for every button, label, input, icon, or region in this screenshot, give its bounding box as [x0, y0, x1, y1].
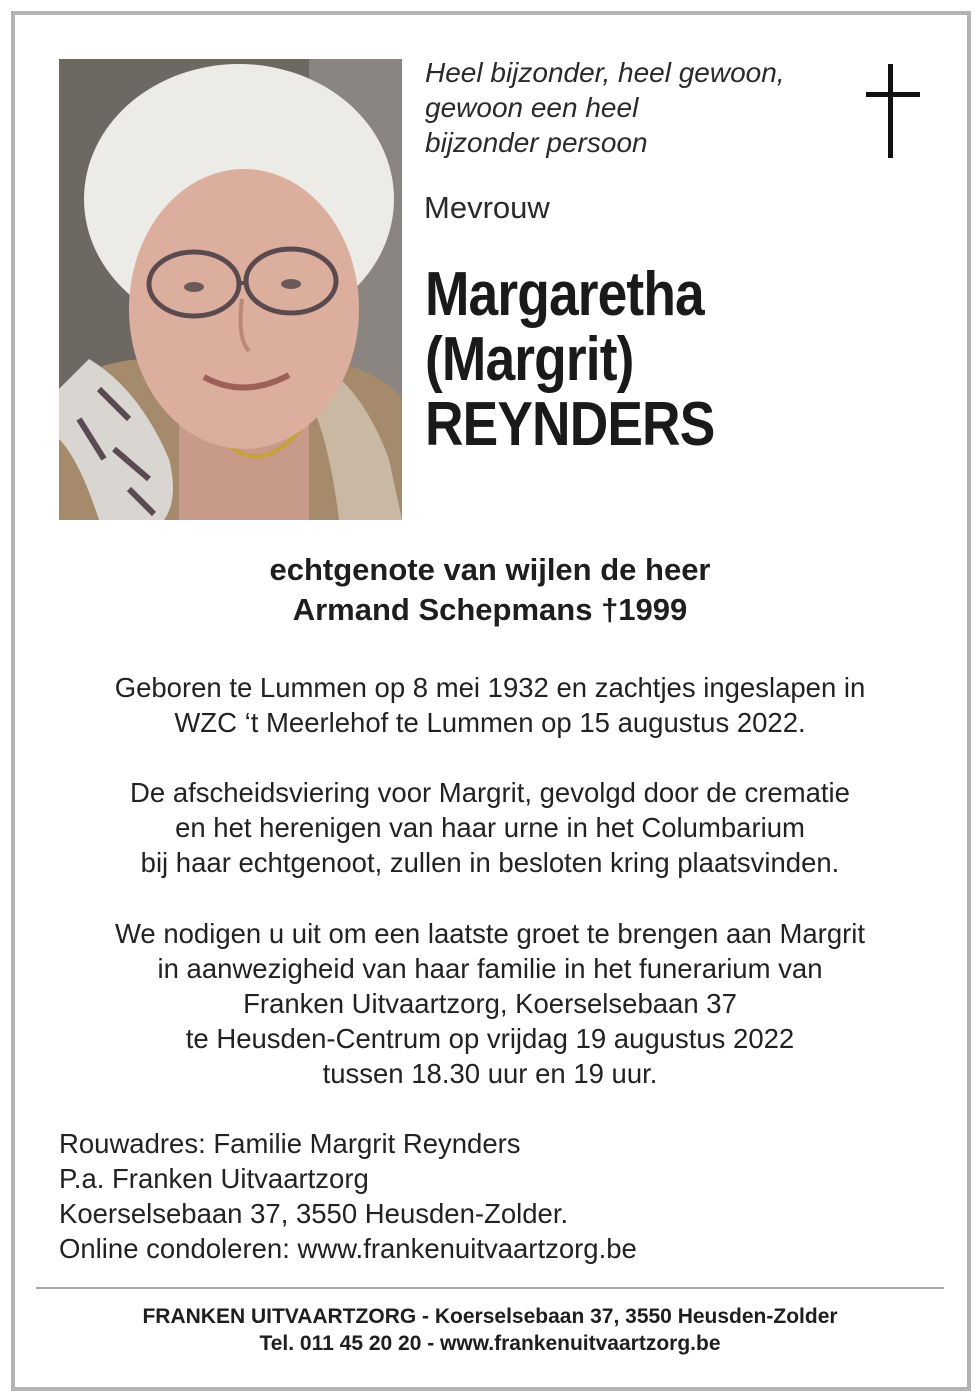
- visitation-paragraph: [0, 916, 980, 1091]
- paragraph-line: en het herenigen van haar urne in het Columbarium: [175, 812, 805, 843]
- memorial-quote: [425, 55, 845, 160]
- quote-line: gewoon een heel: [425, 92, 639, 123]
- honorific: Mevrouw: [424, 190, 550, 225]
- footer-divider: [36, 1287, 944, 1289]
- paragraph-line: De afscheidsviering voor Margrit, gevolgd door de crematie: [130, 777, 850, 808]
- paragraph-line: in aanwezigheid van haar familie in het funerarium van: [157, 953, 823, 984]
- footer-contact[interactable]: Tel. 011 45 20 20 - www.frankenuitvaartzorg.be: [259, 1332, 721, 1355]
- deceased-name: [425, 262, 855, 457]
- paragraph-line: bij haar echtgenoot, zullen in besloten kring plaatsvinden.: [140, 847, 840, 878]
- paragraph-line: We nodigen u uit om een laatste groet te brengen aan Margrit: [114, 918, 866, 949]
- cross-icon: [862, 62, 924, 160]
- quote-line: Heel bijzonder, heel gewoon,: [425, 57, 785, 88]
- ceremony-paragraph: [0, 775, 980, 880]
- birth-death-paragraph: [0, 670, 980, 740]
- mourning-address: [59, 1126, 637, 1266]
- paragraph-line: tussen 18.30 uur en 19 uur.: [322, 1058, 658, 1089]
- footer-address: FRANKEN UITVAARTZORG - Koerselsebaan 37, 3550 Heusden-Zolder: [142, 1305, 838, 1328]
- paragraph-line: WZC ‘t Meerlehof te Lummen op 15 augustus 2022.: [174, 707, 806, 738]
- last-name: REYNDERS: [425, 390, 715, 459]
- paragraph-line: te Heusden-Centrum op vrijdag 19 augustus 2022: [185, 1023, 795, 1054]
- address-line: Koerselsebaan 37, 3550 Heusden-Zolder.: [59, 1198, 569, 1229]
- paragraph-line: Geboren te Lummen op 8 mei 1932 en zachtjes ingeslapen in: [114, 672, 866, 703]
- nickname: (Margrit): [425, 325, 634, 394]
- paragraph-line: Franken Uitvaartzorg, Koerselsebaan 37: [243, 988, 737, 1019]
- quote-line: bijzonder persoon: [425, 127, 648, 158]
- spouse-name: Armand Schepmans †1999: [292, 592, 688, 627]
- condolence-link[interactable]: Online condoleren: www.frankenuitvaartzorg.be: [59, 1233, 637, 1264]
- address-line: Rouwadres: Familie Margrit Reynders: [59, 1128, 521, 1159]
- first-name: Margaretha: [425, 260, 704, 329]
- portrait-photo: [59, 59, 402, 520]
- spouse-line: echtgenote van wijlen de heer: [269, 552, 711, 587]
- address-line: P.a. Franken Uitvaartzorg: [59, 1163, 369, 1194]
- funeral-home-footer: [0, 1303, 980, 1357]
- spouse-info: [0, 550, 980, 630]
- portrait-illustration: [59, 59, 402, 520]
